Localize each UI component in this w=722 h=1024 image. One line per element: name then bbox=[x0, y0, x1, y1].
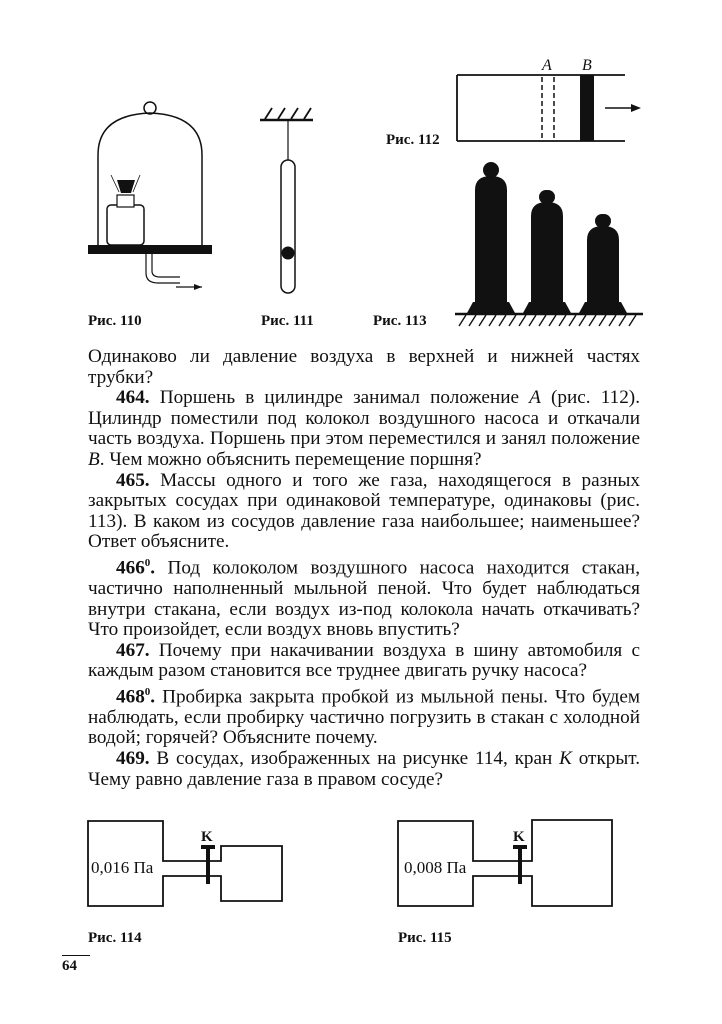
pressure-label: 0,008 Па bbox=[404, 858, 467, 877]
problem-number: 466 bbox=[116, 557, 145, 579]
problem-464 bbox=[88, 388, 640, 470]
problem-text: открыт. Чему равно давление газа в правом сосуде? bbox=[88, 748, 640, 790]
variable-k: K bbox=[559, 748, 572, 770]
variable-b: B bbox=[88, 448, 100, 470]
variable-a: A bbox=[529, 387, 541, 409]
problem-467 bbox=[88, 641, 640, 682]
figure-115-connected-vessels bbox=[395, 818, 635, 908]
problem-text: Почему при накачивании воздуха в шину автомобиля с каждым разом становится все труднее двигать ручку насоса? bbox=[88, 639, 640, 682]
problem-469 bbox=[88, 749, 640, 790]
continuation-paragraph: Одинаково ли давление воздуха в верхней и нижней частях трубки? bbox=[88, 346, 640, 388]
page-number: 64 bbox=[62, 955, 90, 975]
caption-fig-110: Рис. 110 bbox=[88, 313, 142, 329]
caption-fig-112: Рис. 112 bbox=[386, 132, 440, 148]
pressure-label: 0,016 Па bbox=[91, 858, 154, 877]
valve-label: K bbox=[513, 829, 525, 845]
difficulty-mark: 0 bbox=[144, 556, 151, 569]
figure-110-bell-jar bbox=[80, 95, 220, 295]
problem-text: Поршень в цилиндре занимал положение bbox=[149, 387, 530, 409]
label-a: A bbox=[542, 57, 552, 74]
problem-text: Массы одного и того же газа, находящегося в разных закрытых сосудах при одинаковой температуре, одинаковы (рис. 113). В каком из сосудов давление газа наибольшее; наименьшее? Ответ объясните. bbox=[88, 469, 640, 553]
problem-number: 468 bbox=[116, 686, 145, 708]
problem-text: В сосудах, изображенных на рисунке 114, кран bbox=[149, 748, 560, 770]
problem-number: 465. bbox=[116, 469, 150, 491]
problem-number: 467. bbox=[116, 639, 150, 661]
caption-fig-114: Рис. 114 bbox=[88, 930, 142, 946]
problem-text: (рис. 112). Цилиндр поместили под колокол воздушного насоса и откачали часть воздуха. Поршень при этом переместился и занял положение bbox=[88, 387, 640, 450]
problem-number-dot: . bbox=[150, 686, 156, 708]
problem-466 bbox=[88, 553, 640, 641]
figure-114-connected-vessels bbox=[85, 818, 305, 908]
figure-111-test-tube bbox=[255, 100, 315, 300]
problem-number: 469. bbox=[116, 748, 150, 770]
problem-text: Под колоколом воздушного насоса находится стакан, частично наполненный мыльной пеной. Что будет наблюдаться внутри стакана, если воздух из-под колокола начать откачивать? Что произойдет, если воздух вновь впустить? bbox=[88, 557, 640, 641]
problem-number-dot: . bbox=[150, 557, 156, 579]
caption-fig-113: Рис. 113 bbox=[373, 313, 427, 329]
label-b: B bbox=[582, 57, 592, 74]
problem-text: . Чем можно объяснить перемещение поршня? bbox=[99, 448, 482, 470]
problem-text-block bbox=[88, 347, 640, 790]
figure-113-gas-cylinders bbox=[455, 160, 655, 330]
difficulty-mark: 0 bbox=[144, 685, 151, 698]
problem-468 bbox=[88, 682, 640, 749]
figure-112-cylinder-piston bbox=[455, 55, 655, 145]
valve-label: K bbox=[201, 829, 213, 845]
problem-465 bbox=[88, 471, 640, 553]
problem-number: 464. bbox=[116, 387, 150, 409]
caption-fig-111: Рис. 111 bbox=[261, 313, 314, 329]
caption-fig-115: Рис. 115 bbox=[398, 930, 452, 946]
problem-text: Пробирка закрыта пробкой из мыльной пены. Что будем наблюдать, если пробирку частично погрузить в стакан с холодной водой; горячей? Объясните почему. bbox=[88, 686, 640, 749]
